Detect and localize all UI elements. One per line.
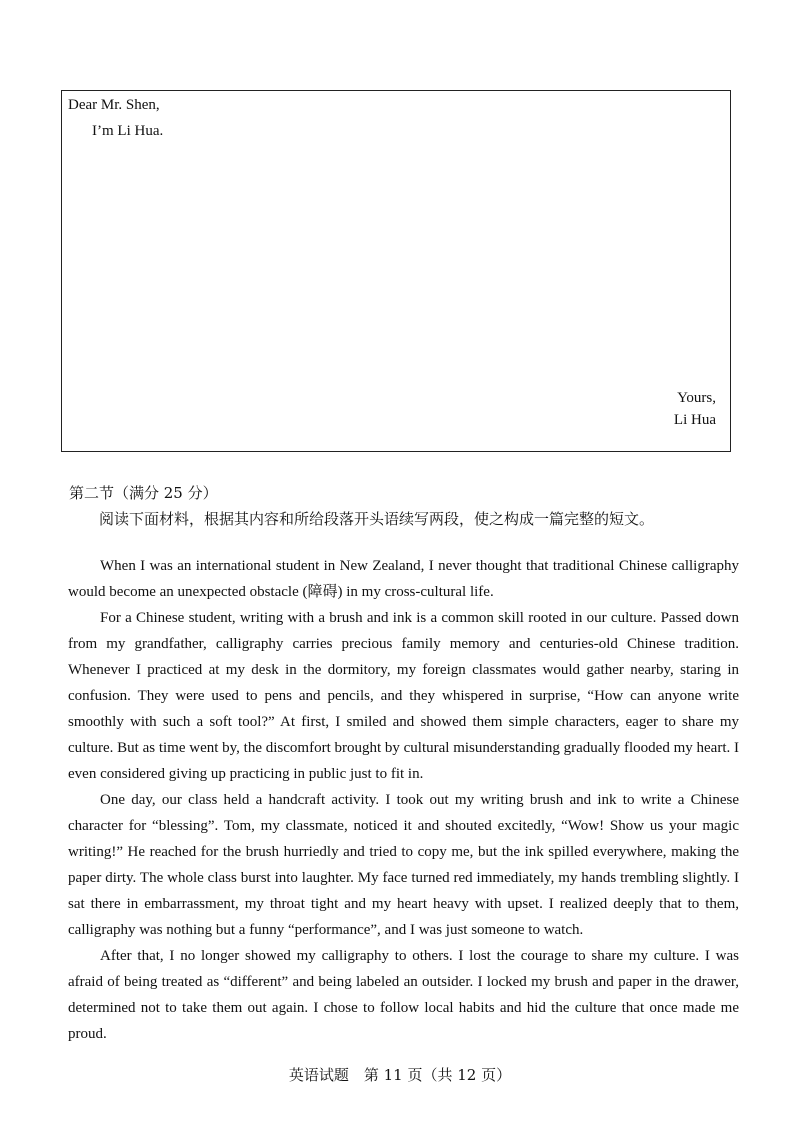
letter-opening: I’m Li Hua. <box>92 123 164 139</box>
passage-paragraph: When I was an international student in New Zealand, I never thought that traditional Chinese calligraphy would become an unexpected obstacle (障碍) in my cross-cultural life. <box>68 558 739 600</box>
passage-paragraph: One day, our class held a handcraft activity. I took out my writing brush and ink to write a Chinese character for “blessing”. Tom, my classmate, noticed it and shouted excitedly, “Wow! Show us your magic writing!” He reached for the brush hurriedly and tried to copy me, but the ink spilled everywhere, making the paper dirty. The whole class burst into laughter. My face turned red immediately, my hands trembling slightly. I sat there in embarrassment, my throat tight and my heart heavy with upset. I realized deeply that to them, calligraphy was nothing but a funny “performance”, and I was just someone to watch. <box>68 792 739 938</box>
section-heading: 第二节（满分 25 分） <box>69 484 218 502</box>
letter-closing <box>674 387 716 431</box>
letter-closing-word: Yours, <box>677 390 716 406</box>
letter-writing-box <box>61 90 731 452</box>
page-footer: 英语试题 第 11 页（共 12 页） <box>288 1066 512 1084</box>
section-instruction: 阅读下面材料，根据其内容和所给段落开头语续写两段，使之构成一篇完整的短文。 <box>99 510 655 528</box>
passage-paragraph: For a Chinese student, writing with a brush and ink is a common skill rooted in our culture. Passed down from my grandfather, calligraphy carries precious family memory and centuries-old Chinese tradition. Whenever I practiced at my desk in the dormitory, my foreign classmates would gather nearby, staring in confusion. They were used to pens and pencils, and they whispered in surprise, “How can anyone write smoothly with such a soft tool?” At first, I smiled and showed them simple characters, eager to share my culture. But as time went by, the discomfort brought by cultural misunderstanding gradually flooded my heart. I even considered giving up practicing in public just to fit in. <box>68 610 739 782</box>
reading-passage <box>68 553 739 1047</box>
letter-greeting: Dear Mr. Shen, <box>68 97 160 113</box>
letter-signature: Li Hua <box>673 412 716 428</box>
passage-paragraph: After that, I no longer showed my calligraphy to others. I lost the courage to share my culture. I was afraid of being treated as “different” and being labeled an outsider. I locked my brush and paper in the drawer, determined not to take them out again. I chose to follow local habits and hid the culture that once made me proud. <box>68 948 739 1042</box>
